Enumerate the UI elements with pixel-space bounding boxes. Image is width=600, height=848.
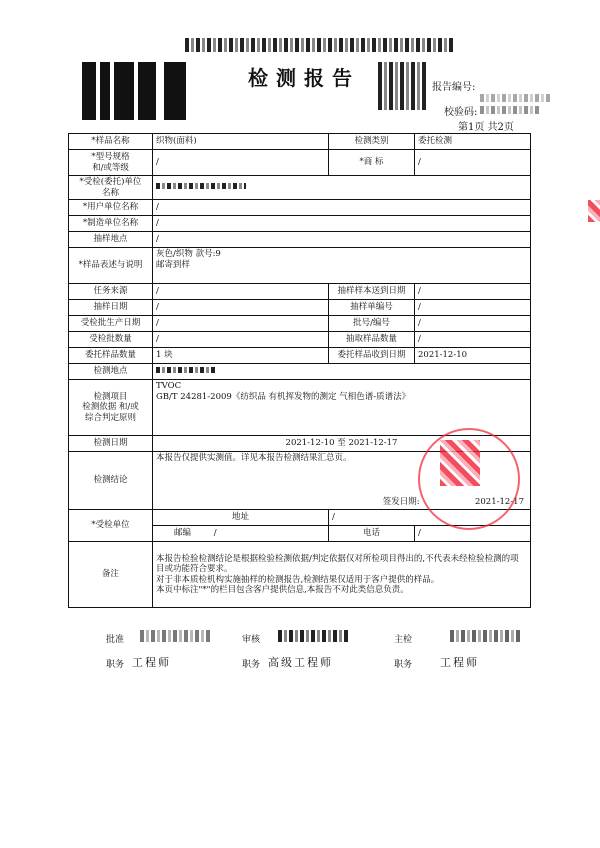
model-value: / <box>153 150 329 176</box>
role-value-1: 工程师 <box>132 656 171 669</box>
recv-label: *受检单位 <box>69 510 153 542</box>
seal-redaction <box>440 440 480 486</box>
sign-date-label: 签发日期: <box>382 496 420 507</box>
task-value: / <box>153 284 329 300</box>
received-date-value: 2021-12-10 <box>415 348 531 364</box>
test-type-value: 委托检测 <box>415 134 531 150</box>
barcode-redaction <box>114 62 134 120</box>
sample-name-value: 织物(面料) <box>153 134 329 150</box>
side-mark <box>588 200 600 222</box>
report-no-label: 报告编号: <box>432 82 476 93</box>
barcode-redaction <box>138 62 156 120</box>
prod-date-label: 受检批生产日期 <box>69 316 153 332</box>
approve-label: 批准 <box>106 635 125 645</box>
page-title: 检测报告 <box>248 66 360 90</box>
approve-signature <box>140 630 210 642</box>
model-label: *型号规格 和/或等级 <box>69 150 153 176</box>
drawn-qty-label: 抽取样品数量 <box>329 332 415 348</box>
trademark-value: / <box>415 150 531 176</box>
sample-arrival-value: / <box>415 284 531 300</box>
review-label: 审核 <box>242 635 261 645</box>
batch-no-label: 批号/编号 <box>329 316 415 332</box>
trademark-label: *商 标 <box>329 150 415 176</box>
site-label: 检测地点 <box>69 364 153 380</box>
test-date-label: 检测日期 <box>69 436 153 452</box>
main-label: 主检 <box>394 635 413 645</box>
batch-no-value: / <box>415 316 531 332</box>
qty-label: 委托样品数量 <box>69 348 153 364</box>
review-signature <box>278 630 348 642</box>
post-value: / <box>213 528 217 539</box>
barcode-redaction <box>164 62 186 120</box>
barcode-redaction <box>100 62 110 120</box>
role-label-1: 职务 <box>106 660 125 670</box>
sample-date-label: 抽样日期 <box>69 300 153 316</box>
conclusion-value: 本报告仅提供实测值。详见本报告检测结果汇总页。 <box>156 453 352 464</box>
remark-value: 本报告检验检测结论是根据检验检测依据/判定依据仅对所检项目得出的,不代表未经检验检测的项目或功能符合要求。 对于非本质检机构实施抽样的检测报告,检测结果仅适用于客户提供的样品。 本页中标注"*"的栏目包含客户提供信息,本报告不对此类信息负责。 <box>153 542 531 608</box>
sampling-place-value: / <box>153 232 531 248</box>
batch-qty-value: / <box>153 332 329 348</box>
role-value-2: 高级工程师 <box>268 656 333 669</box>
report-no-redaction <box>480 94 550 102</box>
desc-label: *样品表述与说明 <box>69 248 153 284</box>
prod-date-value: / <box>153 316 329 332</box>
sample-date-value: / <box>153 300 329 316</box>
maker-value: / <box>153 216 531 232</box>
sample-sheet-no-label: 抽样单编号 <box>329 300 415 316</box>
addr-label: 地址 <box>153 510 329 526</box>
conclusion-label: 检测结论 <box>69 452 153 510</box>
user-label: *用户单位名称 <box>69 200 153 216</box>
items-label: 检测项目 检测依据 和/或 综合判定原则 <box>69 380 153 436</box>
main-signature <box>450 630 520 642</box>
barcode-redaction <box>82 62 96 120</box>
sample-sheet-no-value: / <box>415 300 531 316</box>
client-value <box>153 176 531 200</box>
report-table <box>68 133 531 608</box>
verify-code-redaction <box>480 106 540 114</box>
verify-code-label: 校验码: <box>444 107 478 118</box>
client-label: *受检(委托)单位 名称 <box>69 176 153 200</box>
test-date-value: 2021-12-10 至 2021-12-17 <box>153 436 531 452</box>
desc-value: 灰色/织物 款号:9 邮寄到样 <box>153 248 531 284</box>
drawn-qty-value: / <box>415 332 531 348</box>
role-value-3: 工程师 <box>440 656 479 669</box>
sampling-place-label: 抽样地点 <box>69 232 153 248</box>
post-cell <box>153 526 329 542</box>
sample-arrival-label: 抽样样本送到日期 <box>329 284 415 300</box>
sign-date-value: 2021-12-17 <box>474 496 524 507</box>
sample-name-label: *样品名称 <box>69 134 153 150</box>
task-label: 任务来源 <box>69 284 153 300</box>
maker-label: *制造单位名称 <box>69 216 153 232</box>
remark-label: 备注 <box>69 542 153 608</box>
received-date-label: 委托样品收到日期 <box>329 348 415 364</box>
tel-value: / <box>415 526 531 542</box>
post-label: 邮编 <box>174 528 192 539</box>
user-value: / <box>153 200 531 216</box>
role-label-3: 职务 <box>394 660 413 670</box>
addr-value: / <box>329 510 531 526</box>
items-value: TVOC GB/T 24281-2009《纺织品 有机挥发物的测定 气相色谱-质谱法》 <box>153 380 531 436</box>
qrcode-redaction <box>378 62 426 110</box>
site-value <box>153 364 531 380</box>
test-type-label: 检测类别 <box>329 134 415 150</box>
batch-qty-label: 受检批数量 <box>69 332 153 348</box>
role-label-2: 职务 <box>242 660 261 670</box>
tel-label: 电话 <box>329 526 415 542</box>
page-info: 第1页 共2页 <box>458 122 514 133</box>
header-redaction <box>185 38 455 52</box>
qty-value: 1 块 <box>153 348 329 364</box>
